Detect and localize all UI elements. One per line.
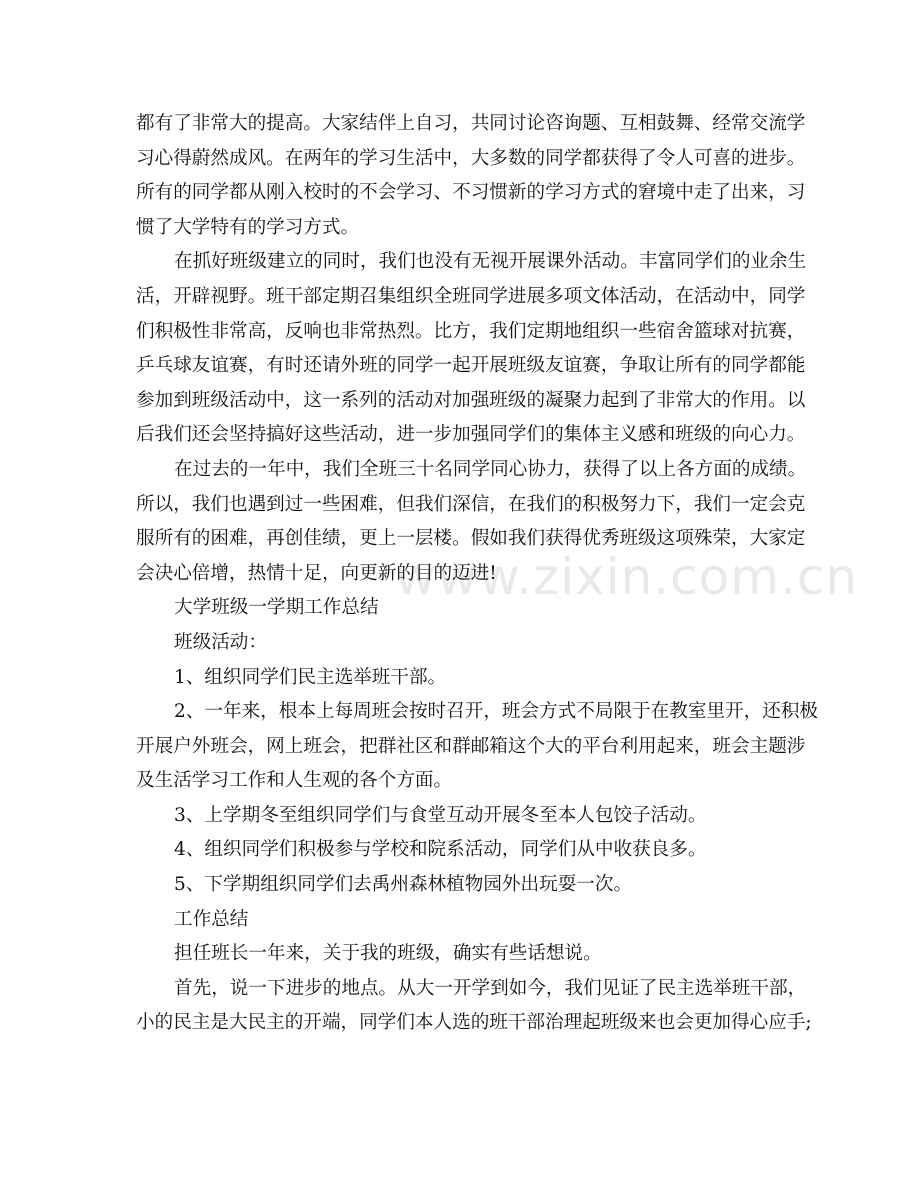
text-line: 4、组织同学们积极参与学校和院系活动，同学们从中收获良多。 [174, 839, 707, 861]
text-line: 参加到班级活动中，这一系列的活动对加强班级的凝聚力起到了非常大的作用。以 [136, 389, 806, 411]
paragraph [136, 972, 812, 1041]
text-line: 1、组织同学们民主选举班干部。 [174, 666, 447, 688]
text-line: 会决心倍增，热情十足，向更新的目的迈进! [136, 562, 497, 584]
text-line: 后我们还会坚持搞好这些活动，进一步加强同学们的集体主义感和班级的向心力。 [136, 424, 806, 446]
paragraph [136, 868, 788, 903]
paragraph [136, 937, 788, 972]
text-line: 乒乓球友谊赛，有时还请外班的同学一起开展班级友谊赛，争取让所有的同学都能 [136, 355, 806, 377]
text-line: 担任班长一年来，关于我的班级，确实有些话想说。 [174, 943, 602, 965]
text-line: 班级活动： [174, 631, 267, 653]
text-line: 开展户外班会，网上班会，把群社区和群邮箱这个大的平台利用起来，班会主题涉 [136, 735, 806, 757]
paragraph [136, 626, 788, 661]
paragraph [136, 661, 788, 696]
paragraph [136, 245, 807, 453]
text-line: 3、上学期冬至组织同学们与食堂互动开展冬至本人包饺子活动。 [174, 804, 707, 826]
text-line: 服所有的困难，再创佳绩，更上一层楼。假如我们获得优秀班级这项殊荣，大家定 [136, 528, 806, 550]
paragraph [136, 903, 788, 938]
text-line: 工作总结 [174, 908, 249, 930]
text-line: 大学班级一学期工作总结 [174, 597, 379, 619]
text-line: 惯了大学特有的学习方式。 [136, 216, 360, 238]
text-line: 活，开辟视野。班干部定期召集组织全班同学进展多项文体活动，在活动中，同学 [136, 285, 806, 307]
text-line: 小的民主是大民主的开端，同学们本人选的班干部治理起班级来也会更加得心应手; [136, 1012, 812, 1034]
text-line: 习心得蔚然成风。在两年的学习生活中，大多数的同学都获得了令人可喜的进步。 [136, 147, 806, 169]
paragraph [136, 453, 807, 591]
text-line: 5、下学期组织同学们去禹州森林植物园外出玩耍一次。 [174, 874, 633, 896]
watermark: www.zixin.com.cn [395, 548, 859, 606]
paragraph [136, 799, 788, 834]
text-line: 们积极性非常高，反响也非常热烈。比方，我们定期地组织一些宿舍篮球对抗赛， [136, 320, 806, 342]
text-line: 首先，说一下进步的地点。从大一开学到如今，我们见证了民主选举班干部， [174, 977, 807, 999]
text-line: 都有了非常大的提高。大家结伴上自习，共同讨论咨询题、互相鼓舞、经常交流学 [136, 113, 806, 134]
text-line: 所有的同学都从刚入校时的不会学习、不习惯新的学习方式的窘境中走了出来，习 [136, 182, 806, 204]
paragraph [136, 591, 788, 626]
text-line: 及生活学习工作和人生观的各个方面。 [136, 770, 453, 792]
paragraph [136, 695, 819, 799]
paragraph [136, 107, 806, 245]
text-line: 在过去的一年中，我们全班三十名同学同心协力，获得了以上各方面的成绩。 [174, 458, 807, 480]
document-body [136, 107, 819, 1041]
paragraph [136, 833, 788, 868]
text-line: 所以，我们也遇到过一些困难，但我们深信，在我们的积极努力下，我们一定会克 [136, 493, 806, 515]
text-line: 在抓好班级建立的同时，我们也没有无视开展课外活动。丰富同学们的业余生 [174, 251, 807, 273]
text-line: 2、一年来，根本上每周班会按时召开，班会方式不局限于在教室里开，还积极 [174, 701, 819, 723]
